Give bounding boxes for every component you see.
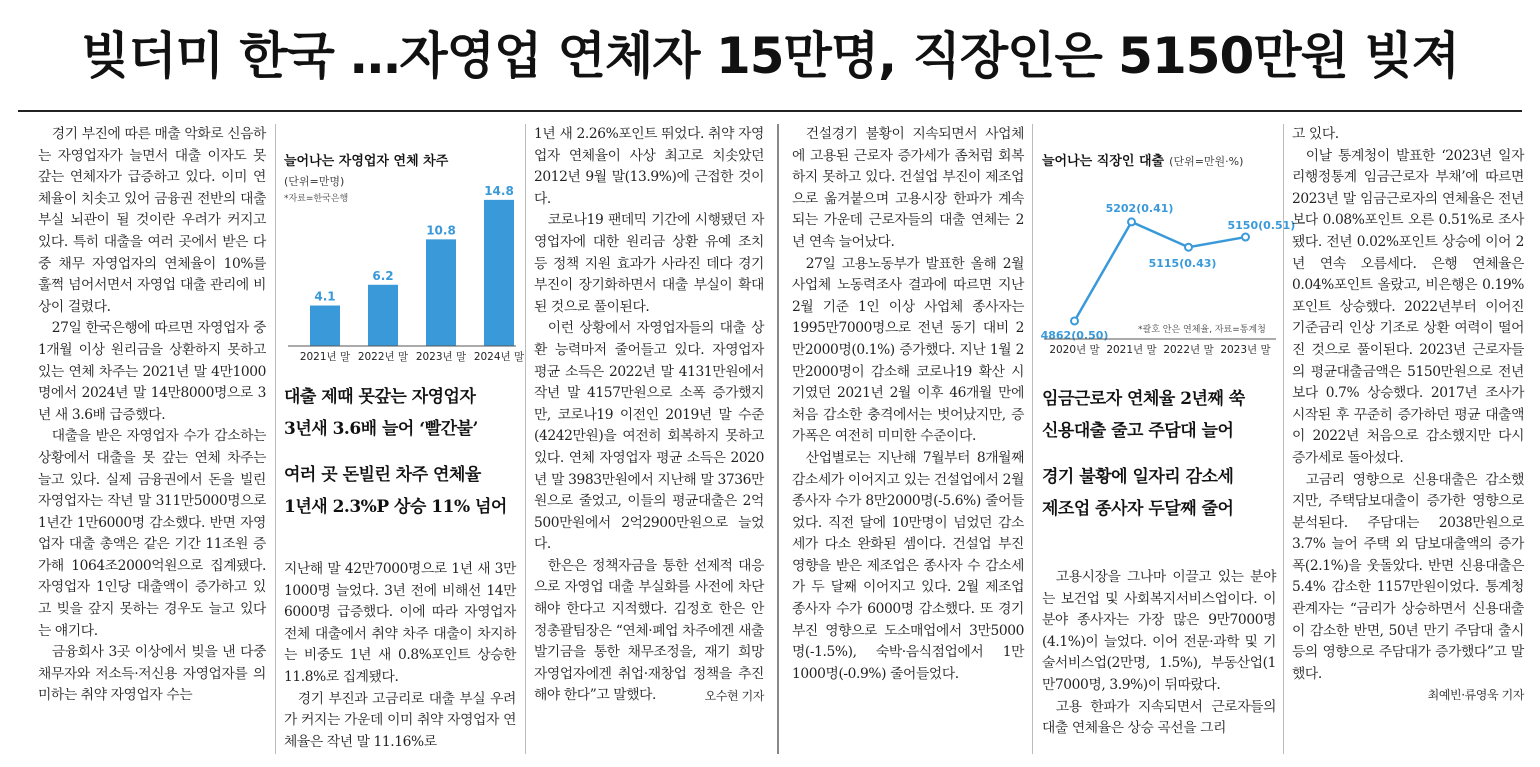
x-tick-label: 2023년 말 bbox=[415, 351, 467, 363]
subhead: 제조업 종사자 두달째 줄어 bbox=[1042, 499, 1234, 519]
paragraph: 산업별로는 지난해 7월부터 8개월째 감소세가 이어지고 있는 건설업에서 2월 종사자 수가 8만2000명(-5.6%) 줄어들었다. 직전 달에 10만명이 넘었던 감소세가 다소 완화된 셈이다. 건설업 부진 영향을 받은 제조업은 종사자 수 감소세가 두 달째 이어지고 있다. 2월 제조업 종사자 수가 6000명 감소했다. 또 경기 부진 영향으로 도소매업에서 3만5000명(-1.5%), 숙박·음식점업에서 1만1000명(-0.9%) 줄어들었다. bbox=[792, 449, 1024, 682]
bar bbox=[368, 285, 398, 346]
byline: 최예빈·류영욱 기자 bbox=[1427, 688, 1524, 703]
x-tick-label: 2020년 말 bbox=[1049, 344, 1100, 356]
x-tick-label: 2022년 말 bbox=[1163, 344, 1214, 356]
column-4 bbox=[792, 124, 1024, 685]
subhead: 경기 불황에 일자리 감소세 bbox=[1042, 467, 1234, 487]
bar-value-label: 4.1 bbox=[314, 289, 336, 304]
subhead: 임금근로자 연체율 2년째 쑥 bbox=[1042, 389, 1245, 409]
x-tick-label: 2024년 말 bbox=[473, 351, 525, 363]
x-tick-label: 2023년 말 bbox=[1220, 344, 1271, 356]
data-point bbox=[1242, 234, 1249, 241]
column-5-text bbox=[1042, 567, 1276, 740]
paragraph: 고금리 영향으로 신용대출은 감소했지만, 주택담보대출이 증가한 영향으로 분석된다. 주담대는 2038만원으로 3.7% 늘어 주택 외 담보대출액의 증가폭(2.1%)을 웃돌았다. 반면 신용대출은 5.4% 감소한 1157만원이었다. 통계청 관계자는 “금리가 상승하면서 신용대출이 감소한 반면, 50년 만기 주담대 출시 등의 영향으로 주담대가 증가했다”고 말했다. bbox=[1292, 471, 1524, 682]
bar bbox=[426, 239, 456, 346]
column-6 bbox=[1292, 124, 1524, 707]
paragraph: 지난해 말 42만7000명으로 1년 새 3만1000명 늘었다. 3년 전에 비해선 14만6000명 급증했다. 이에 따라 자영업자 전체 대출에서 취약 차주 대출이 차지하는 비중도 1년 새 0.8%포인트 상승한 11.8%로 집계됐다. bbox=[284, 561, 516, 685]
data-label: 5115(0.43) bbox=[1148, 257, 1217, 271]
data-label: 5202(0.41) bbox=[1105, 201, 1174, 215]
x-tick-label: 2021년 말 bbox=[299, 351, 351, 363]
subheads-2 bbox=[1042, 383, 1276, 525]
chart-unit: (단위=만원·%) bbox=[1169, 155, 1244, 168]
column-2-text bbox=[284, 559, 516, 753]
data-label: 4862(0.50) bbox=[1040, 328, 1109, 342]
series-line bbox=[1075, 222, 1246, 321]
paragraph: 한은은 정책자금을 통한 선제적 대응으로 자영업 대출 부실화를 사전에 차단해야 한다고 지적했다. 김정호 한은 안정총괄팀장은 “연체·폐업 차주에겐 새출발기금을 통한 채무조정을, 재기 희망 자영업자에겐 취업·재창업 정책을 추진해야 한다”고 말했다. bbox=[534, 557, 764, 704]
subhead: 3년새 3.6배 늘어 ‘빨간불’ bbox=[284, 419, 478, 439]
article-divider bbox=[777, 124, 779, 754]
x-tick-label: 2022년 말 bbox=[357, 351, 409, 363]
bar-value-label: 14.8 bbox=[484, 183, 514, 198]
subhead: 여러 곳 돈빌린 차주 연체율 bbox=[284, 465, 481, 485]
subhead: 신용대출 줄고 주담대 늘어 bbox=[1042, 421, 1234, 441]
subhead: 1년새 2.3%P 상승 11% 넘어 bbox=[284, 497, 507, 517]
byline: 오수현 기자 bbox=[704, 689, 764, 704]
column-divider bbox=[275, 124, 276, 754]
paragraph: 금융회사 3곳 이상에서 빚을 낸 다중 채무자와 저소득·저신용 자영업자를 의미하는 취약 자영업자 수는 bbox=[38, 644, 266, 704]
column-divider bbox=[525, 124, 526, 754]
paragraph: 대출을 받은 자영업자 수가 감소하는 상황에서 대출을 못 갚는 연체 차주는 늘고 있다. 실제 금융권에서 돈을 빌린 자영업자는 작년 말 311만5000명으로 1년간 1만6000명 감소했다. 반면 자영업자 대출 총액은 같은 기간 11조원 증가해 1064조2000억원으로 집계됐다. 자영업자 1인당 대출액이 증가하고 있고 빚을 갚지 못하는 경우도 늘고 있다는 얘기다. bbox=[38, 428, 266, 639]
chart-header bbox=[1042, 150, 1276, 169]
chart-title: 늘어나는 직장인 대출 bbox=[1042, 154, 1165, 169]
column-divider bbox=[1032, 124, 1033, 754]
chart-note: *괄호 안은 연체율, 자료=통계청 bbox=[1138, 325, 1266, 335]
bar bbox=[484, 200, 514, 346]
paragraph: 경기 부진과 고금리로 대출 부실 우려가 커지는 가운데 이미 취약 자영업자 연체율은 작년 말 11.16%로 bbox=[284, 690, 516, 750]
column-divider bbox=[1283, 124, 1284, 754]
chart-title: 늘어나는 자영업자 연체 차주 bbox=[284, 154, 449, 169]
data-label: 5150(0.51) bbox=[1227, 219, 1296, 233]
bar-value-label: 10.8 bbox=[426, 223, 456, 238]
data-point bbox=[1071, 317, 1078, 324]
bar bbox=[310, 306, 340, 346]
data-point bbox=[1128, 218, 1135, 225]
chart-source: *자료=한국은행 bbox=[284, 194, 349, 204]
headline-rule bbox=[18, 110, 1522, 112]
chart-unit: (단위=만명) bbox=[284, 175, 345, 188]
subhead: 대출 제때 못갚는 자영업자 bbox=[284, 387, 476, 407]
paragraph: 고 있다. bbox=[1292, 126, 1339, 142]
data-point bbox=[1185, 244, 1192, 251]
paragraph: 고용시장을 그나마 이끌고 있는 분야는 보건업 및 사회복지서비스업이다. 이 분야 종사자는 가장 많은 9만7000명(4.1%)이 늘었다. 이어 전문·과학 및 기술서비스업(2만명, 1.5%), 부동산업(1만7000명, 3.9%)이 뒤따랐다. bbox=[1042, 569, 1276, 693]
chart-1 bbox=[284, 150, 525, 363]
bar-value-label: 6.2 bbox=[372, 268, 394, 283]
column-2 bbox=[284, 124, 525, 753]
column-5 bbox=[1040, 124, 1296, 740]
column-3 bbox=[534, 124, 764, 708]
paragraph: 건설경기 불황이 지속되면서 사업체에 고용된 근로자 증가세가 좀처럼 회복하지 못하고 있다. 건설업 부진이 제조업으로 옮겨붙으며 고용시장 한파가 계속되는 가운데 근로자들의 대출 연체는 2년 연속 늘어났다. bbox=[792, 126, 1024, 250]
headline: 빚더미 한국 …자영업 연체자 15만명, 직장인은 5150만원 빚져 bbox=[81, 27, 1459, 85]
column-1 bbox=[38, 124, 266, 707]
paragraph: 코로나19 팬데믹 기간에 시행됐던 자영업자에 대한 원리금 상환 유예 조치 등 정책 지원 효과가 사라진 데다 경기 부진이 장기화하면서 대출 부실이 확대된 것으로 풀이된다. bbox=[534, 212, 764, 315]
paragraph: 1년 새 2.26%포인트 뛰었다. 취약 자영업자 연체율이 사상 최고로 치솟았던 2012년 9월 말(13.9%)에 근접한 것이다. bbox=[534, 126, 764, 207]
paragraph: 경기 부진에 따른 매출 악화로 신음하는 자영업자가 늘면서 대출 이자도 못 갚는 연체자가 급증하고 있다. 이미 연체율이 치솟고 있어 금융권 전반의 대출 부실 뇌관이 될 것이란 우려가 커지고 있다. 특히 대출을 여러 곳에서 받은 다중 채무 자영업자의 연체율이 10%를 훌쩍 넘어서면서 자영업 대출 관리에 비상이 걸렸다. bbox=[38, 126, 266, 315]
subheads-1 bbox=[284, 381, 516, 523]
paragraph: 27일 한국은행에 따르면 자영업자 중 1개월 이상 원리금을 상환하지 못하고 있는 연체 차주는 2021년 말 4만1000명에서 2024년 말 14만8000명으로 3년 새 3.6배 급증했다. bbox=[38, 320, 266, 423]
paragraph: 이런 상황에서 자영업자들의 대출 상환 능력마저 줄어들고 있다. 자영업자 평균 소득은 2022년 말 4131만원에서 작년 말 4157만원으로 소폭 증가했지만, 코로나19 이전인 2019년 말 수준(4242만원)을 여전히 회복하지 못하고 있다. 연체 자영업자 평균 소득은 2020년 말 3983만원에서 지난해 말 3736만원으로 줄었고, 이들의 평균대출은 2억500만원에서 2억2900만원으로 늘었다. bbox=[534, 320, 764, 553]
paragraph: 고용 한파가 지속되면서 근로자들의 대출 연체율은 상승 곡선을 그리 bbox=[1042, 698, 1276, 737]
chart-2 bbox=[1040, 150, 1296, 356]
paragraph: 이날 통계청이 발표한 ‘2023년 일자리행정통계 임금근로자 부채’에 따르면 2023년 말 임금근로자의 연체율은 전년보다 0.08%포인트 오른 0.51%로 조사됐다. 전년 0.02%포인트 상승에 이어 2년 연속 오름세다. 은행 연체율은 0.04%포인트 올랐고, 비은행은 0.19%포인트 상승했다. 2022년부터 이어진 기준금리 인상 기조로 상환 여력이 떨어진 것으로 풀이된다. 2023년 근로자들의 평균대출금액은 5150만원으로 전년보다 0.7% 상승했다. 2017년 조사가 시작된 후 꾸준히 증가하던 평균 대출액이 2022년 처음으로 감소했지만 다시 증가세로 돌아섰다. bbox=[1292, 147, 1524, 466]
x-tick-label: 2021년 말 bbox=[1106, 344, 1157, 356]
paragraph: 27일 고용노동부가 발표한 올해 2월 사업체 노동력조사 결과에 따르면 지난 2월 기준 1인 이상 사업체 종사자는 1995만7000명으로 전년 동기 대비 2만2000명(0.1%) 증가했다. 지난 1월 2만2000명이 감소해 코로나19 확산 시기였던 2021년 2월 이후 46개월 만에 처음 감소한 충격에서는 벗어났지만, 증가폭은 여전히 미미한 수준이다. bbox=[792, 255, 1024, 445]
